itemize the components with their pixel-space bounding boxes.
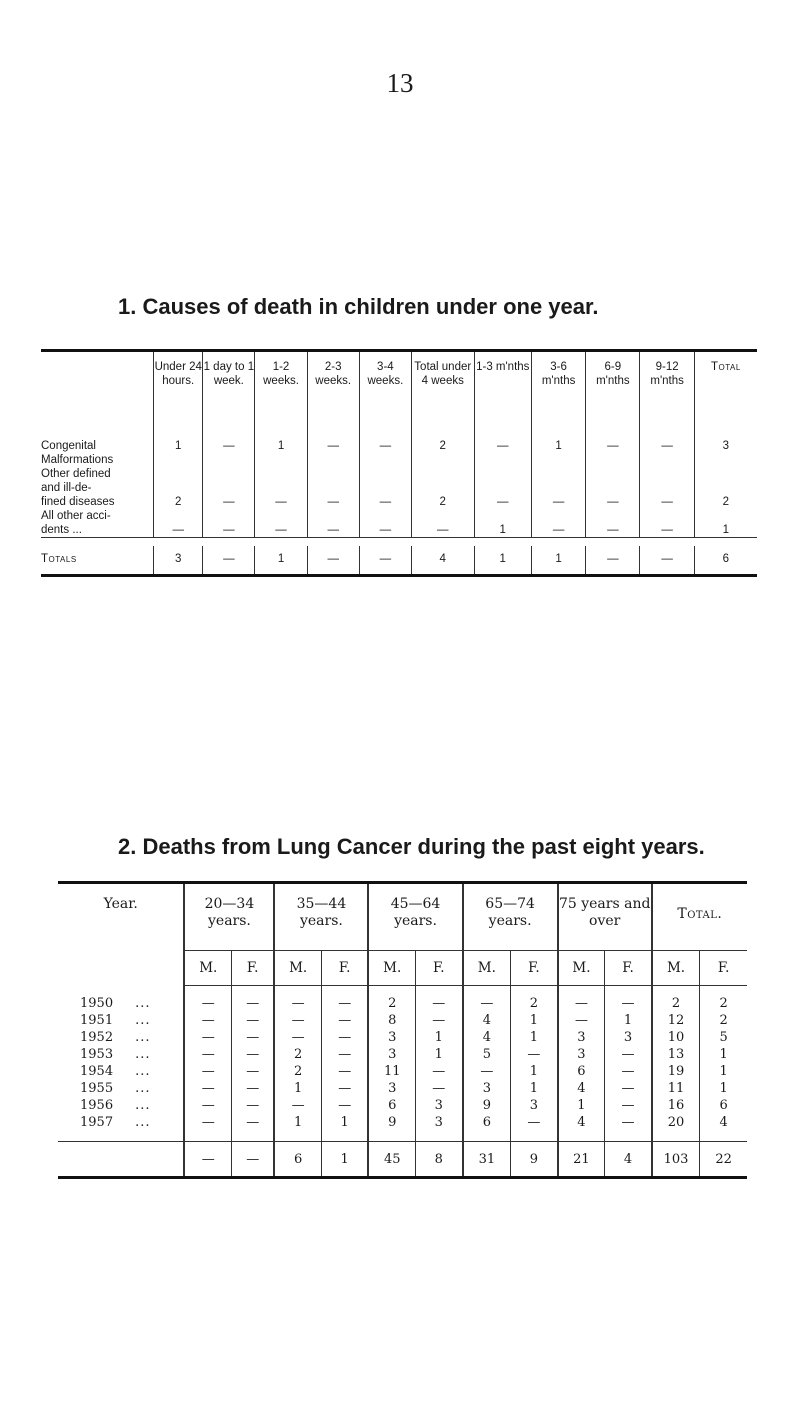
table-cell: 1 — [274, 1114, 321, 1131]
table-cell: 1 — [605, 1012, 652, 1029]
year-cell — [58, 1012, 184, 1029]
table-cell: — — [232, 1114, 275, 1131]
row-label-text: Congenital Malformations — [41, 439, 114, 466]
table-cell: — — [232, 1080, 275, 1097]
table-2-row — [58, 1063, 747, 1080]
table-cell: — — [558, 986, 605, 1013]
table-cell: 1 — [416, 1029, 463, 1046]
total-cell: 8 — [416, 1142, 463, 1178]
table-cell: — — [511, 1114, 558, 1131]
page-number: 13 — [386, 68, 414, 98]
table-2-row — [58, 1080, 747, 1097]
row-label — [41, 427, 154, 467]
infant-deaths-table — [41, 349, 757, 577]
table-cell: — — [184, 1046, 231, 1063]
table-cell: 1 — [511, 1012, 558, 1029]
table-cell: — — [321, 1029, 368, 1046]
total-cell: 103 — [652, 1142, 700, 1178]
table-cell: 3 — [416, 1097, 463, 1114]
total-cell: 4 — [605, 1142, 652, 1178]
table-cell: 16 — [652, 1097, 700, 1114]
table-cell: 1 — [511, 1063, 558, 1080]
female-subheader: F. — [700, 951, 747, 986]
column-header: 1-2 weeks. — [255, 351, 307, 427]
totals-blank — [58, 1142, 184, 1178]
table-cell: — — [359, 467, 411, 509]
group-header: 65—74 years. — [463, 883, 558, 951]
column-header-total: Total — [694, 351, 757, 427]
table-cell: — — [416, 1080, 463, 1097]
table-cell: 19 — [652, 1063, 700, 1080]
total-cell: — — [232, 1142, 275, 1178]
year-header: Year. — [58, 883, 184, 986]
table-cell: — — [416, 1012, 463, 1029]
table-2-row — [58, 986, 747, 1013]
table-cell: — — [416, 986, 463, 1013]
table-cell: 6 — [700, 1097, 747, 1114]
table-2-row — [58, 1029, 747, 1046]
female-subheader: F. — [321, 951, 368, 986]
total-cell: 21 — [558, 1142, 605, 1178]
year-value: 1951 — [80, 1013, 114, 1028]
table-cell: 1 — [416, 1046, 463, 1063]
table-cell: 1 — [700, 1063, 747, 1080]
table-cell: 3 — [558, 1029, 605, 1046]
row-label-text: Other defined and ill-de- fined diseases — [41, 467, 115, 508]
table-cell: 3 — [368, 1046, 415, 1063]
year-value: 1954 — [80, 1064, 114, 1079]
table-cell: 3 — [511, 1097, 558, 1114]
year-cell — [58, 1097, 184, 1114]
table-1-row — [41, 467, 757, 509]
table-cell: — — [184, 1080, 231, 1097]
group-header: 75 years and over — [558, 883, 652, 951]
table-cell: 2 — [411, 467, 474, 509]
table-cell: — — [184, 1063, 231, 1080]
year-value: 1957 — [80, 1115, 114, 1130]
table-cell: — — [203, 427, 255, 467]
leader-dots: ... — [135, 1047, 151, 1062]
table-cell: 2 — [694, 467, 757, 509]
row-label-text: All other acci- dents ... — [41, 509, 111, 536]
table-cell: — — [307, 509, 359, 538]
male-subheader: M. — [558, 951, 605, 986]
total-cell: 6 — [694, 546, 757, 576]
table-cell: — — [203, 467, 255, 509]
total-cell: 1 — [474, 546, 531, 576]
table-cell: 2 — [652, 986, 700, 1013]
group-header-total: Total. — [652, 883, 747, 951]
table-cell: — — [274, 1097, 321, 1114]
year-cell — [58, 986, 184, 1013]
table-cell: 8 — [368, 1012, 415, 1029]
total-cell: — — [359, 546, 411, 576]
table-cell: — — [359, 509, 411, 538]
male-subheader: M. — [368, 951, 415, 986]
table-cell: 4 — [463, 1012, 511, 1029]
table-cell: — — [321, 1097, 368, 1114]
male-subheader: M. — [463, 951, 511, 986]
header-blank — [41, 351, 154, 427]
table-cell: — — [586, 467, 640, 509]
table-cell: — — [558, 1012, 605, 1029]
table-cell: 2 — [154, 467, 203, 509]
table-cell: 5 — [463, 1046, 511, 1063]
table-cell: 1 — [531, 427, 585, 467]
table-cell: 1 — [255, 427, 307, 467]
group-header: 20—34 years. — [184, 883, 274, 951]
total-cell: 4 — [411, 546, 474, 576]
table-cell: — — [184, 986, 231, 1013]
total-cell: 1 — [321, 1142, 368, 1178]
column-header: 3-4 weeks. — [359, 351, 411, 427]
table-cell: — — [203, 509, 255, 538]
column-header: Under 24 hours. — [154, 351, 203, 427]
female-subheader: F. — [416, 951, 463, 986]
total-cell: 31 — [463, 1142, 511, 1178]
table-cell: — — [232, 1012, 275, 1029]
table-cell: 1 — [694, 509, 757, 538]
table-cell: — — [605, 1046, 652, 1063]
table-cell: — — [511, 1046, 558, 1063]
table-cell: 2 — [274, 1063, 321, 1080]
table-cell: — — [321, 986, 368, 1013]
table-cell: — — [274, 1012, 321, 1029]
table-cell: 1 — [154, 427, 203, 467]
table-2-group-header-row — [58, 883, 747, 951]
table-2-row — [58, 1046, 747, 1063]
table-cell: — — [463, 1063, 511, 1080]
table-1-row — [41, 427, 757, 467]
total-cell: 1 — [531, 546, 585, 576]
total-cell: — — [203, 546, 255, 576]
year-value: 1952 — [80, 1030, 114, 1045]
table-cell: 5 — [700, 1029, 747, 1046]
table-2-totals-row — [58, 1142, 747, 1178]
table-cell: 4 — [558, 1080, 605, 1097]
table-cell: — — [640, 509, 694, 538]
table-cell: 1 — [558, 1097, 605, 1114]
table-cell: — — [255, 509, 307, 538]
table-cell: 1 — [511, 1080, 558, 1097]
table-cell: — — [605, 1063, 652, 1080]
table-cell: — — [605, 1097, 652, 1114]
table-cell: — — [307, 467, 359, 509]
table-cell: 2 — [411, 427, 474, 467]
table-cell: 1 — [474, 509, 531, 538]
table-cell: — — [416, 1063, 463, 1080]
table-cell: 6 — [463, 1114, 511, 1131]
table-1-separator — [41, 537, 757, 546]
table-cell: 4 — [558, 1114, 605, 1131]
table-cell: — — [274, 986, 321, 1013]
year-cell — [58, 1046, 184, 1063]
table-cell: — — [232, 1063, 275, 1080]
total-cell: — — [586, 546, 640, 576]
table-1-header-row — [41, 351, 757, 427]
table-cell: 2 — [511, 986, 558, 1013]
table-cell: 3 — [558, 1046, 605, 1063]
column-header: Total under 4 weeks — [411, 351, 474, 427]
table-cell: 1 — [700, 1046, 747, 1063]
column-header: 6-9 m'nths — [586, 351, 640, 427]
total-cell: — — [307, 546, 359, 576]
row-label — [41, 467, 154, 509]
table-1-row — [41, 509, 757, 538]
table-cell: — — [307, 427, 359, 467]
table-cell: — — [232, 1097, 275, 1114]
leader-dots: ... — [135, 1098, 151, 1113]
total-cell: — — [640, 546, 694, 576]
row-label — [41, 509, 154, 538]
table-cell: 2 — [700, 1012, 747, 1029]
table-cell: — — [184, 1097, 231, 1114]
table-cell: 12 — [652, 1012, 700, 1029]
column-header: 3-6 m'nths — [531, 351, 585, 427]
table-2-row — [58, 1114, 747, 1131]
year-cell — [58, 1063, 184, 1080]
table-cell: 9 — [368, 1114, 415, 1131]
table-cell: — — [605, 986, 652, 1013]
total-cell: 6 — [274, 1142, 321, 1178]
table-cell: 2 — [368, 986, 415, 1013]
total-cell: 22 — [700, 1142, 747, 1178]
table-cell: — — [640, 427, 694, 467]
table-cell: 1 — [511, 1029, 558, 1046]
table-cell: 20 — [652, 1114, 700, 1131]
table-cell: 3 — [463, 1080, 511, 1097]
table-cell: 13 — [652, 1046, 700, 1063]
table-2-spacer — [58, 1131, 747, 1142]
table-cell: — — [605, 1080, 652, 1097]
table-1-totals-row — [41, 546, 757, 576]
table-cell: — — [232, 986, 275, 1013]
table-cell: — — [321, 1046, 368, 1063]
table-cell: — — [184, 1029, 231, 1046]
group-header: 35—44 years. — [274, 883, 368, 951]
table-cell: — — [184, 1114, 231, 1131]
table-cell: 3 — [605, 1029, 652, 1046]
year-value: 1953 — [80, 1047, 114, 1062]
table-cell: 4 — [463, 1029, 511, 1046]
year-cell — [58, 1029, 184, 1046]
table-cell: — — [359, 427, 411, 467]
table-cell: — — [321, 1063, 368, 1080]
totals-label: Totals — [41, 546, 154, 576]
total-cell: 45 — [368, 1142, 415, 1178]
table-cell: 6 — [368, 1097, 415, 1114]
leader-dots: ... — [135, 1081, 151, 1096]
year-value: 1955 — [80, 1081, 114, 1096]
table-cell: 3 — [416, 1114, 463, 1131]
group-header: 45—64 years. — [368, 883, 462, 951]
table-cell: — — [474, 467, 531, 509]
table-cell: 2 — [274, 1046, 321, 1063]
table-cell: 4 — [700, 1114, 747, 1131]
table-2-row — [58, 1097, 747, 1114]
table-cell: — — [586, 509, 640, 538]
table-cell: — — [232, 1046, 275, 1063]
leader-dots: ... — [135, 1030, 151, 1045]
total-cell: 1 — [255, 546, 307, 576]
table-2-row — [58, 1012, 747, 1029]
section-1-title: 1. Causes of death in children under one year. — [118, 294, 599, 319]
table-cell: 1 — [321, 1114, 368, 1131]
table-cell: — — [411, 509, 474, 538]
male-subheader: M. — [274, 951, 321, 986]
lung-cancer-table — [58, 881, 747, 1179]
table-cell: 11 — [368, 1063, 415, 1080]
table-cell: — — [154, 509, 203, 538]
table-cell: 10 — [652, 1029, 700, 1046]
table-cell: — — [586, 427, 640, 467]
column-header: 9-12 m'nths — [640, 351, 694, 427]
year-cell — [58, 1114, 184, 1131]
table-cell: — — [255, 467, 307, 509]
table-cell: 9 — [463, 1097, 511, 1114]
year-value: 1956 — [80, 1098, 114, 1113]
table-cell: 3 — [694, 427, 757, 467]
year-cell — [58, 1080, 184, 1097]
table-cell: 3 — [368, 1080, 415, 1097]
table-cell: — — [531, 509, 585, 538]
table-cell: 1 — [274, 1080, 321, 1097]
male-subheader: M. — [184, 951, 231, 986]
table-cell: — — [531, 467, 585, 509]
total-cell: — — [184, 1142, 231, 1178]
female-subheader: F. — [232, 951, 275, 986]
table-cell: 1 — [700, 1080, 747, 1097]
total-cell: 9 — [511, 1142, 558, 1178]
table-cell: 6 — [558, 1063, 605, 1080]
table-cell: — — [232, 1029, 275, 1046]
female-subheader: F. — [511, 951, 558, 986]
table-cell: 2 — [700, 986, 747, 1013]
leader-dots: ... — [135, 1115, 151, 1130]
leader-dots: ... — [135, 1064, 151, 1079]
section-2-title: 2. Deaths from Lung Cancer during the past eight years. — [118, 834, 705, 859]
table-cell: — — [321, 1012, 368, 1029]
total-cell: 3 — [154, 546, 203, 576]
table-cell: — — [605, 1114, 652, 1131]
female-subheader: F. — [605, 951, 652, 986]
table-cell: — — [184, 1012, 231, 1029]
column-header: 1-3 m'nths — [474, 351, 531, 427]
year-value: 1950 — [80, 995, 114, 1011]
table-cell: — — [274, 1029, 321, 1046]
leader-dots: ... — [135, 995, 151, 1011]
table-cell: 3 — [368, 1029, 415, 1046]
column-header: 2-3 weeks. — [307, 351, 359, 427]
table-cell: — — [474, 427, 531, 467]
table-cell: — — [463, 986, 511, 1013]
leader-dots: ... — [135, 1013, 151, 1028]
male-subheader: M. — [652, 951, 700, 986]
column-header: 1 day to 1 week. — [203, 351, 255, 427]
table-cell: 11 — [652, 1080, 700, 1097]
table-cell: — — [321, 1080, 368, 1097]
table-cell: — — [640, 467, 694, 509]
